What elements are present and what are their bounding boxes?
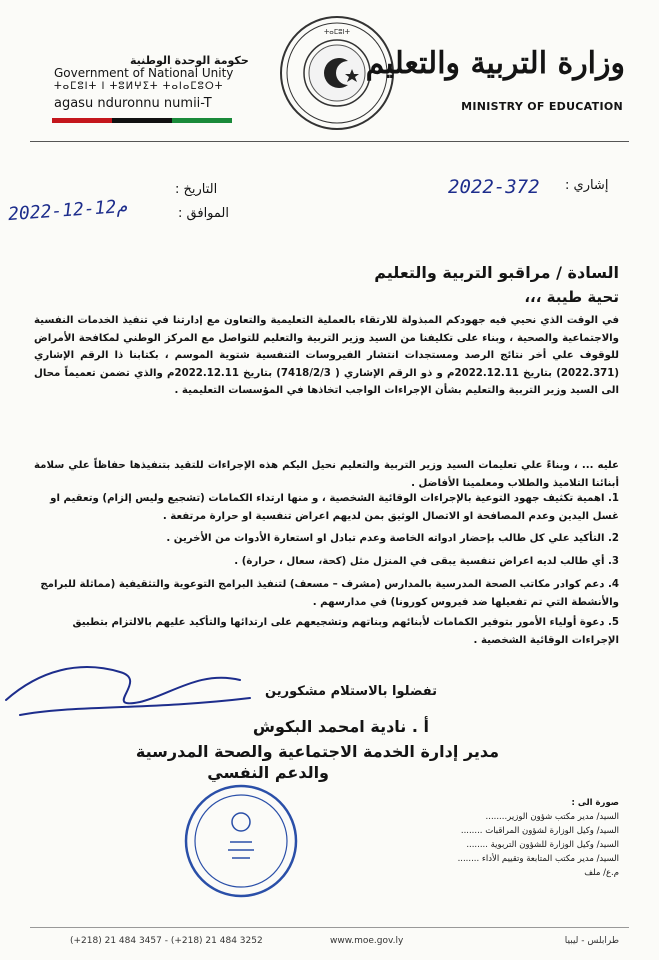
measure-item-4: 4. دعم كوادر مكاتب الصحة المدرسية بالمدارس (مشرف – مسعف) لتنفيذ البرامج التوعوية والتثقيفية (مماثلة للبرامج والأنشطة التي تم تفعيلها ضد فيروس كورونا) في مدارسهم . [40,579,619,608]
handwritten-date: 2022-12-12م [7,195,128,226]
date-label: التاريخ : [175,182,218,197]
copies-to-list [399,796,619,880]
addressee: السادة / مراقبو التربية والتعليم [374,263,619,282]
header-divider [30,141,629,142]
footer-website: www.moe.gov.ly [330,936,404,946]
measure-item-5: 5. دعوة أولياء الأمور بتوفير الكمامات لأبنائهم وبناتهم وتشجيعهم على ارتدائها والتأكيد عليهم بالالتزام بتطبيق الإجراءات الوقائية الشخصية . [72,617,619,646]
signatory-title-line2: والدعم النفسي [207,763,329,782]
handwritten-reference: 2022-372 [448,176,540,198]
measure-item-1: 1. اهمية تكثيف جهود التوعية بالإجراءات الوقائية الشخصية ، و منها ارتداء الكمامات (تشجيع وليس إلزام) وتعقيم او غسل اليدين وعدم المصافحة او الاتصال الوثيق بمن لديهم اعراض تنفسية او حرارة مرتفعة . [50,493,619,522]
footer-phones: (+218) 21 484 3457 - (+218) 21 484 3252 [70,936,263,946]
list-item: السيد/ وكيل الوزارة للشؤون التربوية ........ [466,840,619,850]
closing-line: تفضلوا بالاستلام مشكورين [265,684,437,699]
reference-label: إشاري : [565,178,609,193]
footer-location: طرابلس - ليبيا [564,936,619,946]
paragraph-instruction: عليه ... ، وبناءً علي تعليمات السيد وزير التربية والتعليم نحيل اليكم هذه الإجراءات للتقيد بتنفيذها حفاظاً علي سلامة أبنائنا التلاميذ والطلاب ومعلمينا الأفاضل . [34,460,619,489]
paragraph-intro: في الوقت الذي نحيي فيه جهودكم المبذولة للارتقاء بالعملية التعليمية والتعاون مع إدارتنا في تنفيذ الخدمات النفسية والاجتماعية والصحية ، وبناء على تكليفنا من السيد وزير التربية والتعليم للتواصل مع المركز الوطني لمكافحة الأمراض للوقوف علي أخر نتائج الرصد ومستجدات انتشار الفيروسات التنفسية شتوية الموسم ، بكتابنا ذا الرقم الإشاري (2022.371) بتاريخ 2022.12.11م و ذو الرقم الإشاري ( 7418/2/3) بتاريخ 2022.12.11م والذي تضمن تعميماً محال الى السيد وزير التربية والتعليم بشأن الإجراءات الواجب اتخاذها في المؤسسات التعليمية . [34,315,620,396]
measure-item-2: 2. التأكيد علي كل طالب بإحضار ادواته الخاصة وعدم تبادل او استعارة الأدوات من الأخرين . [166,533,619,544]
copies-to-title: صورة الى : [571,798,619,808]
handwritten-signature-icon [0,640,260,730]
measure-item-3: 3. أي طالب لديه اعراض تنفسية يبقى في المنزل مثل (كحة، سعال ، حرارة) . [234,556,619,567]
gov-name-tifinagh: ⵜⴰⵎⵓⵏⵜ ⵏ ⵜⵓⵍⵖⵉⵜ ⵜⴰⵏⴰⵎⵓⵔⵜ [54,81,224,92]
muwafiq-label: الموافق : [178,206,229,221]
gov-name-english: Government of National Unity [54,66,234,80]
svg-text:ⵜⴰⵎⵓⵏⵜ: ⵜⴰⵎⵓⵏⵜ [323,28,351,36]
footer-divider [30,927,629,928]
signatory-name: أ . نادية امحمد البكوش [252,717,429,736]
list-item: السيد/ مدير مكتب شؤون الوزير........ [485,812,619,822]
list-item: م.ع/ ملف [584,868,619,878]
list-item: السيد/ وكيل الوزارة لشؤون المراقبات ........ [460,826,619,836]
signatory-title-line1: مدير إدارة الخدمة الاجتماعية والصحة المدرسية [135,742,499,761]
list-item: السيد/ مدير مكتب المتابعة وتقييم الأداء ........ [457,854,619,864]
ministry-name-arabic: وزارة التربية والتعليم [365,46,625,81]
gov-name-arabic: حكومة الوحدة الوطنية [130,54,249,67]
greeting: تحية طيبة ،،، [524,288,619,306]
flag-color-bar [52,118,232,123]
ministry-name-english: MINISTRY OF EDUCATION [461,100,623,113]
gov-name-tamazight: agasu nduronnu numii-T [54,96,212,111]
official-stamp-icon [182,782,300,900]
